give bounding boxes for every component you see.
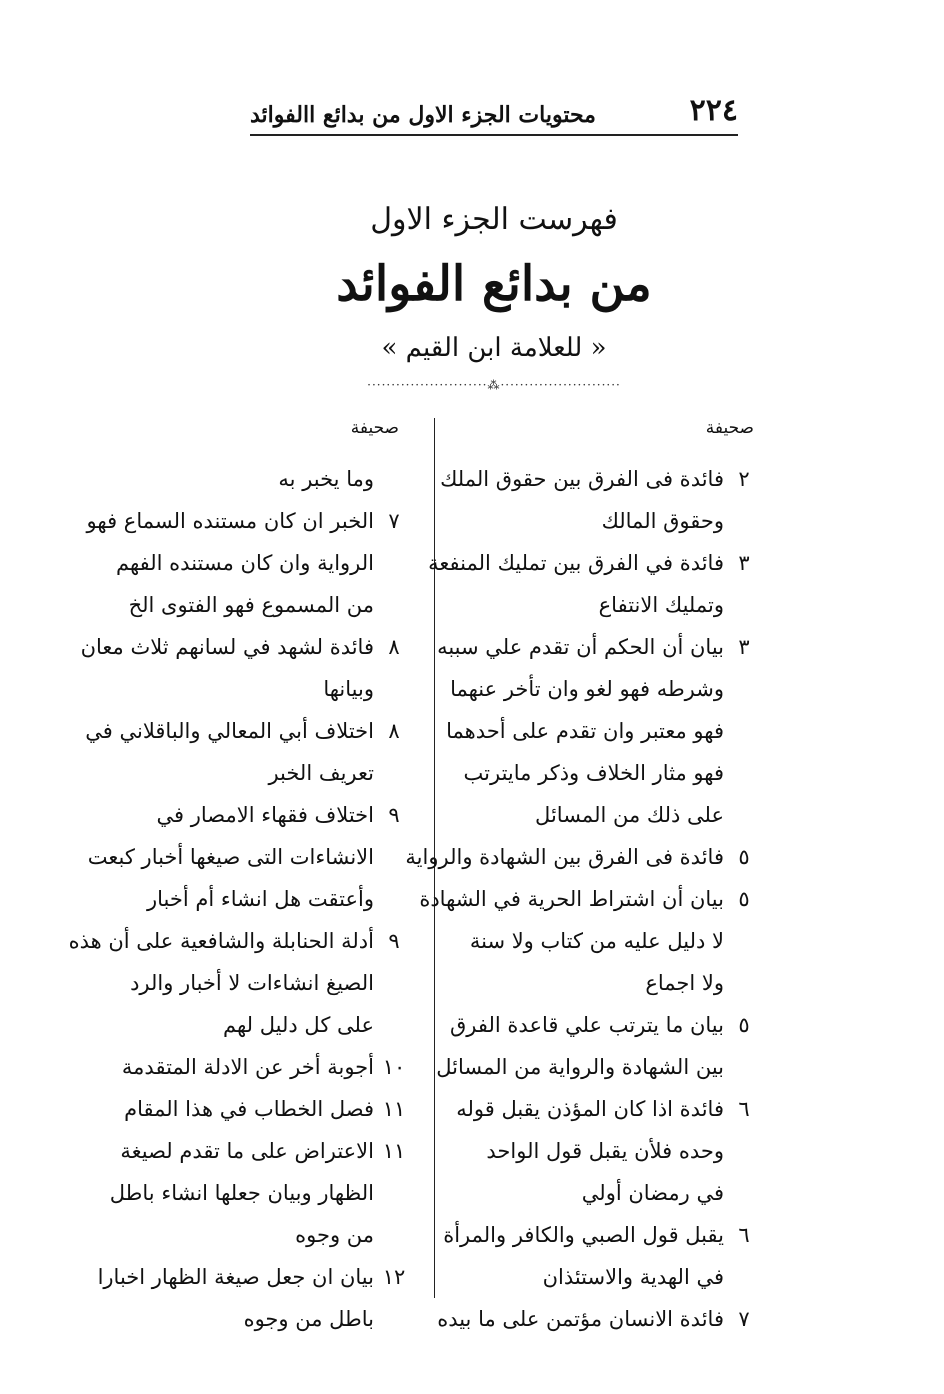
- index-entry: [438, 1214, 764, 1298]
- entry-text: [437, 1298, 724, 1340]
- entry-text: [419, 878, 724, 1004]
- entry-line: تعريف الخبر: [268, 761, 374, 785]
- entry-line: أجوبة أخر عن الادلة المتقدمة: [121, 1055, 374, 1079]
- entry-text: [14, 710, 374, 794]
- entry-text: [14, 500, 374, 626]
- entry-line: الصيغ انشاءات لا أخبار والرد: [130, 971, 374, 995]
- entry-page-number: ٧: [738, 1307, 750, 1331]
- index-entry: [14, 626, 414, 710]
- entry-page-number: ٩: [388, 929, 400, 953]
- entry-text: [437, 626, 724, 836]
- index-entry: [14, 1256, 414, 1340]
- entry-text: [14, 920, 374, 1046]
- entry-line: فهو مثار الخلاف وذكر مايترتب: [463, 761, 724, 785]
- entry-text: [438, 458, 724, 542]
- entry-text: [428, 542, 724, 626]
- index-entry: [419, 878, 764, 1004]
- entry-line: فهو معتبر وان تقدم على أحدهما: [446, 719, 724, 743]
- entry-page-number: ١١: [382, 1139, 406, 1163]
- entry-text: [14, 1130, 374, 1256]
- entry-line: وبيانها: [323, 677, 374, 701]
- column-heading-right: صحيفة: [705, 418, 754, 438]
- entry-line: وشرطه فهو لغو وان تأخر عنهما: [450, 677, 724, 701]
- entry-text: [14, 626, 374, 710]
- entry-page-number: ١٢: [382, 1265, 406, 1289]
- entry-line: وأعتقت هل انشاء أم أخبار: [147, 887, 374, 911]
- entry-line: فائدة في الفرق بين تمليك المنفعة: [428, 551, 724, 575]
- entry-text: [14, 1256, 374, 1340]
- entry-line: الخبر ان كان مستنده السماع فهو: [86, 509, 374, 533]
- entry-page-number: ٥: [738, 1013, 750, 1037]
- entry-line: الاعتراض على ما تقدم لصيغة: [120, 1139, 374, 1163]
- index-entry: [438, 1298, 764, 1340]
- entry-page-number: ٢: [738, 467, 750, 491]
- ornament-divider: ·························⁂·························: [367, 378, 621, 392]
- index-entry: [405, 836, 764, 878]
- column-heading-left: صحيفة: [350, 418, 399, 438]
- entry-page-number: ٦: [738, 1097, 750, 1121]
- entry-text: [14, 458, 374, 500]
- index-entry: [14, 1088, 414, 1130]
- index-entry: [438, 626, 764, 836]
- entry-line: بيان أن الحكم أن تقدم علي سببه: [437, 635, 724, 659]
- entry-line: باطل من وجوه: [243, 1307, 374, 1331]
- entry-line: اختلاف أبي المعالي والباقلاني في: [85, 719, 374, 743]
- entry-line: بيان أن اشتراط الحرية في الشهادة: [419, 887, 724, 911]
- title-line-3: « للعلامة ابن القيم »: [381, 333, 607, 363]
- entry-text: [14, 794, 374, 920]
- entry-line: اختلاف فقهاء الامصار في: [156, 803, 374, 827]
- entry-text: [438, 1214, 724, 1298]
- entry-page-number: ٣: [738, 635, 750, 659]
- index-entry: [14, 458, 414, 500]
- entry-line: فائدة فى الفرق بين الشهادة والرواية: [405, 845, 724, 869]
- entry-line: من وجوه: [295, 1223, 374, 1247]
- entry-text: [14, 1088, 374, 1130]
- entry-line: يقبل قول الصبي والكافر والمرأة: [443, 1223, 724, 1247]
- index-entry: [14, 1130, 414, 1256]
- entry-line: وما يخبر به: [278, 467, 374, 491]
- entry-page-number: ٣: [738, 551, 750, 575]
- entry-line: على ذلك من المسائل: [535, 803, 724, 827]
- index-entry: [14, 710, 414, 794]
- running-title: محتويات الجزء الاول من بدائع االفوائد: [250, 102, 596, 128]
- entry-line: فائدة فى الفرق بين حقوق الملك: [440, 467, 724, 491]
- entry-page-number: ١١: [382, 1097, 406, 1121]
- page-number: ٢٢٤: [689, 93, 738, 128]
- entry-text: [436, 1004, 724, 1088]
- index-entry: [438, 1088, 764, 1214]
- entry-line: لا دليل عليه من كتاب ولا سنة: [469, 929, 724, 953]
- entry-text: [438, 1088, 724, 1214]
- index-entry: [438, 1004, 764, 1088]
- entry-text: [14, 1046, 374, 1088]
- entry-line: فائدة الانسان مؤتمن على ما بيده: [437, 1307, 724, 1331]
- entry-line: في الهدية والاستئذان: [542, 1265, 724, 1289]
- entry-line: وتمليك الانتفاع: [598, 593, 724, 617]
- entry-line: على كل دليل لهم: [223, 1013, 374, 1037]
- entry-page-number: ٥: [738, 887, 750, 911]
- entry-page-number: ٩: [388, 803, 400, 827]
- index-entry: [14, 920, 414, 1046]
- entry-line: الظهار وبيان جعلها انشاء باطل: [109, 1181, 374, 1205]
- entry-text: [405, 836, 724, 878]
- entry-line: بيان ان جعل صيغة الظهار اخبارا: [97, 1265, 374, 1289]
- entry-line: بيان ما يترتب علي قاعدة الفرق: [450, 1013, 724, 1037]
- index-entry: [438, 458, 764, 542]
- entry-page-number: ٦: [738, 1223, 750, 1247]
- entry-line: وحده فلأن يقبل قول الواحد: [486, 1139, 724, 1163]
- entry-page-number: ٧: [388, 509, 400, 533]
- entry-line: الانشاءات التى صيغها أخبار كبعت: [87, 845, 374, 869]
- index-entry: [14, 794, 414, 920]
- entry-line: الرواية وان كان مستنده الفهم: [115, 551, 374, 575]
- page-header: [250, 92, 738, 136]
- title-line-2: من بدائع الفوائد: [336, 256, 652, 312]
- entry-line: في رمضان أولي: [581, 1181, 724, 1205]
- entry-line: أدلة الحنابلة والشافعية على أن هذه: [68, 929, 374, 953]
- index-entry: [428, 542, 764, 626]
- entry-line: فصل الخطاب في هذا المقام: [124, 1097, 374, 1121]
- index-entry: [14, 1046, 414, 1088]
- entry-page-number: ١٠: [382, 1055, 406, 1079]
- index-column-left: [14, 458, 414, 1340]
- title-line-1: فهرست الجزء الاول: [370, 202, 618, 237]
- index-entry: [14, 500, 414, 626]
- title-block: [250, 195, 738, 397]
- entry-line: وحقوق المالك: [601, 509, 724, 533]
- entry-page-number: ٨: [388, 719, 400, 743]
- entry-page-number: ٥: [738, 845, 750, 869]
- entry-line: ولا اجماع: [645, 971, 724, 995]
- entry-page-number: ٨: [388, 635, 400, 659]
- entry-line: فائدة اذا كان المؤذن يقبل قوله: [456, 1097, 724, 1121]
- entry-line: بين الشهادة والرواية من المسائل: [436, 1055, 724, 1079]
- entry-line: فائدة لشهد في لسانهم ثلاث معان: [80, 635, 374, 659]
- index-column-right: [405, 458, 764, 1340]
- entry-line: من المسموع فهو الفتوى الخ: [128, 593, 374, 617]
